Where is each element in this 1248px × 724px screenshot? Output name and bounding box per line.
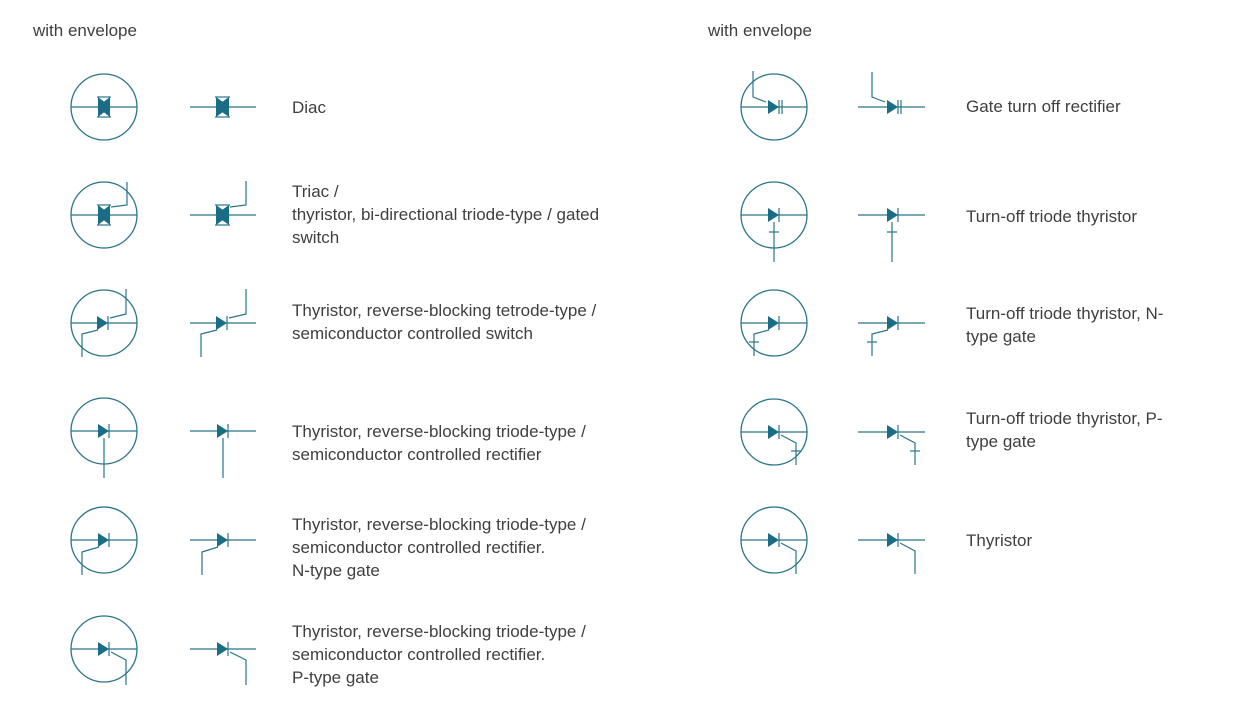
turn-off-triode-thyristor-p-gate-envelope-symbol	[724, 382, 824, 482]
label-turn-off-triode-thyristor	[966, 205, 1137, 228]
thyristor-tetrode-symbol	[180, 283, 266, 363]
label-line: switch	[292, 228, 340, 247]
label-line: Thyristor, reverse-blocking triode-type /	[292, 622, 586, 641]
thyristor-triode-symbol	[180, 410, 266, 484]
thyristor-envelope-symbol	[724, 490, 824, 590]
label-gate-turn-off-rectifier	[966, 95, 1121, 118]
label-line: semiconductor controlled rectifier.	[292, 538, 546, 557]
label-thyristor-tetrode	[292, 299, 596, 345]
triac-envelope-symbol	[54, 166, 154, 266]
label-line: Thyristor, reverse-blocking tetrode-type /	[292, 301, 597, 320]
thyristor-triode-n-gate-envelope-symbol	[54, 490, 154, 590]
label-line: semiconductor controlled switch	[292, 324, 533, 343]
label-line: semiconductor controlled rectifier.	[292, 645, 546, 664]
turn-off-triode-thyristor-symbol	[850, 195, 936, 267]
label-line: Thyristor, reverse-blocking triode-type /	[292, 515, 586, 534]
label-line: Triac /	[292, 182, 339, 201]
label-line: thyristor, bi-directional triode-type / gated	[292, 205, 600, 224]
thyristor-symbol	[850, 518, 936, 582]
diac-symbol	[180, 80, 266, 134]
label-line: Turn-off triode thyristor, P-	[966, 409, 1163, 428]
label-line: Thyristor	[966, 531, 1033, 550]
label-line: Thyristor, reverse-blocking triode-type /	[292, 422, 586, 441]
label-turn-off-triode-thyristor-n-gate	[966, 302, 1163, 348]
label-line: type gate	[966, 327, 1036, 346]
thyristor-triode-n-gate-symbol	[180, 518, 266, 582]
diac-envelope-symbol	[54, 58, 154, 158]
gate-turn-off-rectifier-envelope-symbol	[724, 58, 824, 158]
column-header-left: with envelope	[33, 21, 137, 40]
label-triac	[292, 180, 599, 249]
thyristor-triode-p-gate-envelope-symbol	[54, 598, 154, 698]
thyristor-tetrode-envelope-symbol	[54, 274, 154, 374]
label-thyristor-triode-p-gate	[292, 620, 586, 689]
triac-symbol	[180, 175, 266, 235]
column-header-right: with envelope	[708, 21, 812, 40]
label-line: Turn-off triode thyristor	[966, 207, 1138, 226]
label-line: Turn-off triode thyristor, N-	[966, 304, 1164, 323]
label-diac	[292, 96, 326, 119]
thyristor-triode-p-gate-symbol	[180, 626, 266, 692]
label-line: N-type gate	[292, 561, 380, 580]
label-line: Diac	[292, 98, 327, 117]
label-thyristor-triode-n-gate	[292, 513, 586, 582]
label-line: Gate turn off rectifier	[966, 97, 1121, 116]
label-thyristor	[966, 529, 1032, 552]
turn-off-triode-thyristor-n-gate-envelope-symbol	[724, 274, 824, 374]
label-line: type gate	[966, 432, 1036, 451]
label-line: semiconductor controlled rectifier	[292, 445, 542, 464]
turn-off-triode-thyristor-n-gate-symbol	[850, 303, 936, 363]
gate-turn-off-rectifier-symbol	[850, 65, 936, 125]
label-line: P-type gate	[292, 668, 379, 687]
turn-off-triode-thyristor-p-gate-symbol	[850, 410, 936, 472]
turn-off-triode-thyristor-envelope-symbol	[724, 166, 824, 266]
thyristor-triode-envelope-symbol	[54, 382, 154, 482]
label-thyristor-triode	[292, 420, 586, 466]
label-turn-off-triode-thyristor-p-gate	[966, 407, 1163, 453]
